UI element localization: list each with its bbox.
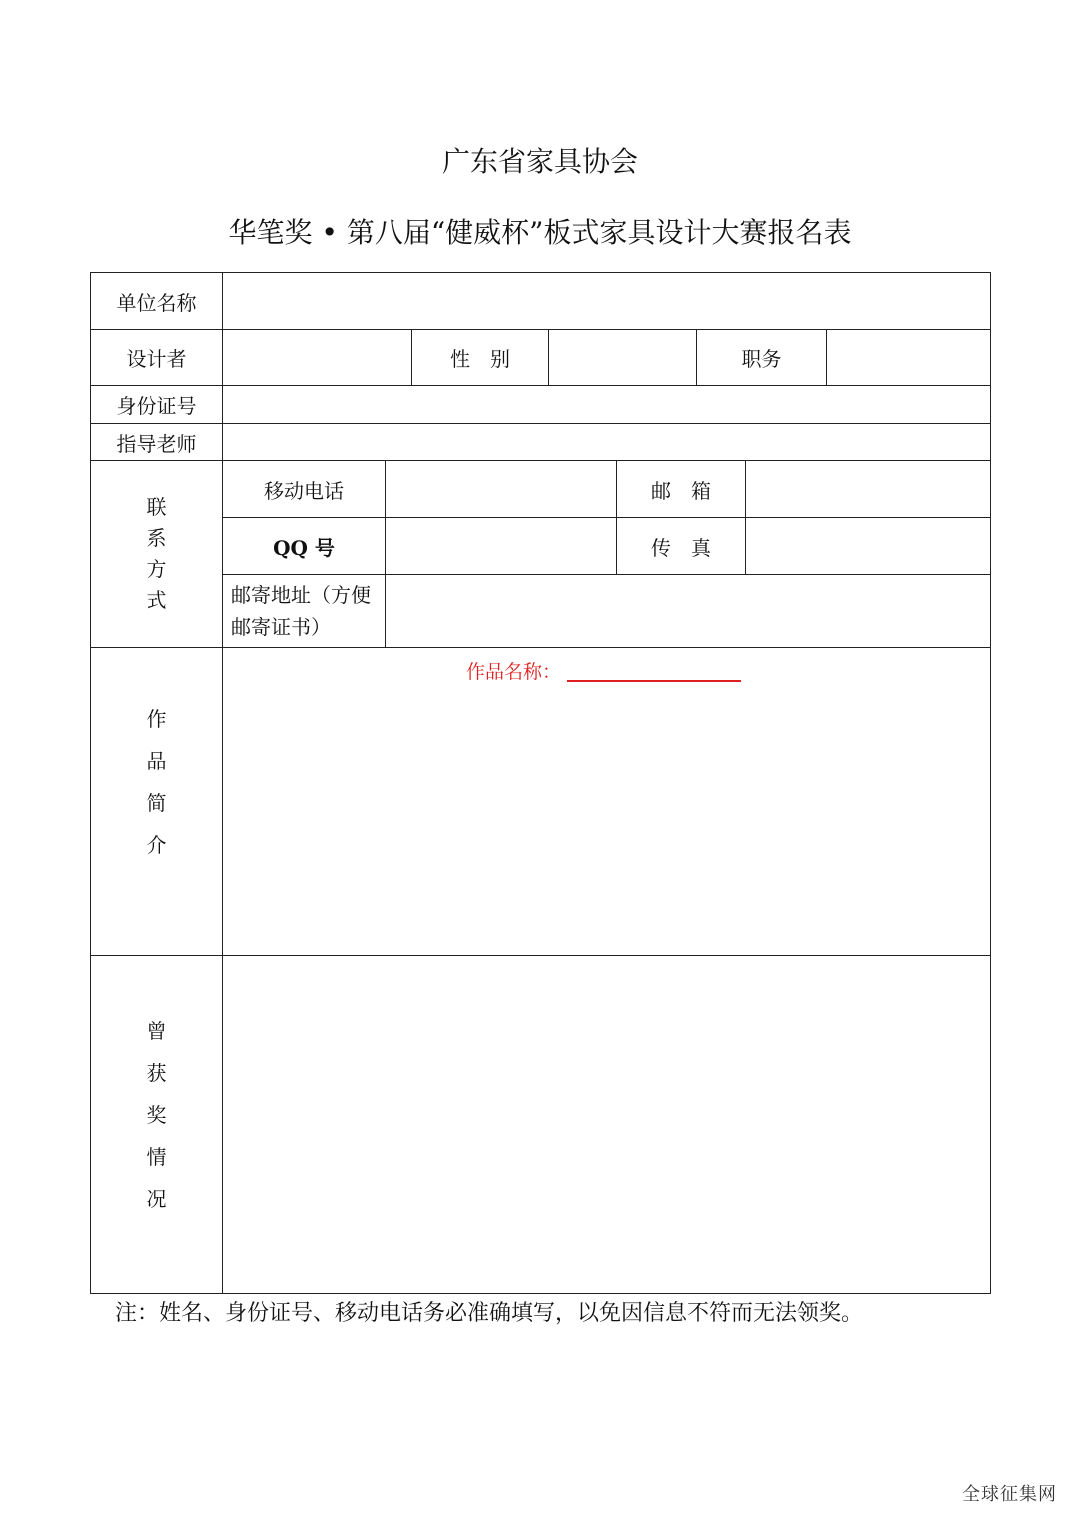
awards-char: 况 (146, 1186, 167, 1211)
advisor-label: 指导老师 (90, 423, 223, 461)
watermark: 全球征集网 (962, 1484, 1057, 1505)
address-label-text: 邮寄地址（方便邮寄证书） (231, 583, 371, 639)
awards-char: 情 (146, 1144, 167, 1169)
work-intro-char: 简 (146, 790, 167, 815)
position-label: 职务 (696, 329, 827, 386)
unit-name-field[interactable] (222, 272, 991, 330)
work-intro-field[interactable] (222, 647, 991, 956)
address-field[interactable] (385, 574, 991, 648)
position-field[interactable] (826, 329, 991, 386)
awards-char: 奖 (146, 1102, 167, 1127)
contact-char: 方 (146, 557, 167, 581)
mobile-field[interactable] (385, 460, 617, 518)
work-name (466, 657, 741, 684)
gender-label: 性 别 (411, 329, 549, 386)
work-name-underline[interactable] (567, 680, 741, 682)
work-intro-char: 介 (146, 832, 167, 857)
fax-label: 传 真 (616, 517, 746, 575)
address-label (222, 574, 386, 648)
advisor-field[interactable] (222, 423, 991, 461)
contact-char: 系 (146, 526, 167, 550)
qq-field[interactable] (385, 517, 617, 575)
designer-label: 设计者 (90, 329, 223, 386)
mobile-label: 移动电话 (222, 460, 386, 518)
form-title: 华笔奖 • 第八届“健威杯”板式家具设计大赛报名表 (228, 216, 852, 249)
email-label: 邮 箱 (616, 460, 746, 518)
work-intro-char: 品 (146, 748, 167, 773)
id-number-label: 身份证号 (90, 385, 223, 424)
gender-field[interactable] (548, 329, 697, 386)
qq-label: QQ 号 (222, 517, 386, 575)
work-name-label: 作品名称： (466, 661, 562, 683)
awards-char: 获 (146, 1060, 167, 1085)
work-intro-char: 作 (146, 706, 167, 731)
org-title: 广东省家具协会 (441, 145, 638, 178)
id-number-field[interactable] (222, 385, 991, 424)
work-intro-label (90, 647, 223, 956)
awards-label (90, 955, 223, 1294)
contact-label (90, 460, 223, 648)
awards-field[interactable] (222, 955, 991, 1294)
fax-field[interactable] (745, 517, 991, 575)
footnote: 注：姓名、身份证号、移动电话务必准确填写，以免因信息不符而无法领奖。 (115, 1301, 864, 1326)
contact-char: 联 (146, 495, 167, 519)
contact-char: 式 (146, 588, 167, 612)
awards-char: 曾 (146, 1018, 167, 1043)
unit-name-label: 单位名称 (90, 272, 223, 330)
email-field[interactable] (745, 460, 991, 518)
designer-field[interactable] (222, 329, 412, 386)
